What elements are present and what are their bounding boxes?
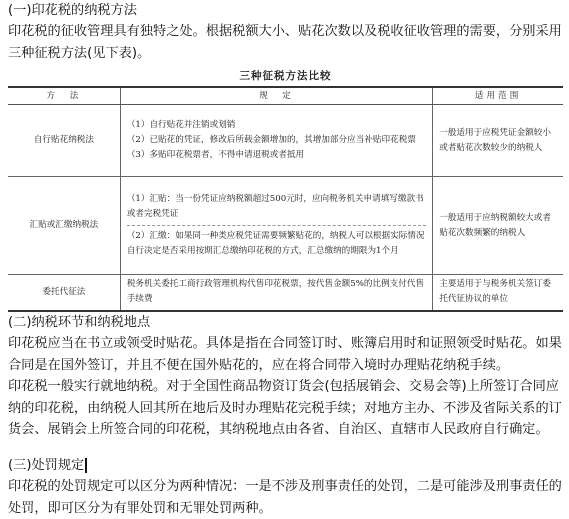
section3-heading: (三)处罚规定 [8, 458, 85, 473]
header-scope: 适用范围 [433, 87, 563, 105]
section1-heading: (一)印花税的纳税方法 [8, 3, 137, 18]
rule-item: （3）多贴印花税票者，不得申请退税或者抵用 [126, 150, 305, 160]
table-row [8, 105, 563, 177]
rule-item: （1）自行贴花并注销或划销 [126, 120, 236, 130]
section2-paragraph-1: 印花税应当在书立或领受时贴花。具体是指在合同签订时、账簿启用时和证照领受时贴花。如果合同是在国外签订，并且不便在国外贴花的，应在将合同带入境时办理贴花纳税手续。 [8, 336, 562, 373]
row-rules [120, 275, 432, 311]
table-caption: 三种征税方法比较 [239, 70, 332, 82]
section1-paragraph: 印花税的征收管理具有独特之处。根据税额大小、贴花次数以及税收征收管理的需要，分别采用三种征税方法(见下表)。 [8, 24, 562, 61]
row-method: 汇贴或汇缴纳税法 [8, 177, 120, 275]
section2-paragraph-2: 印花税一般实行就地纳税。对于全国性商品物资订货会(包括展销会、交易会等)上所签订合同应纳的印花税，由纳税人回其所在地后及时办理贴花完税手续；对地方主办、不涉及省际关系的订货会、展销会上所签合同的印花税，其纳税地点由各省、自治区、直辖市人民政府自行确定。 [8, 379, 562, 437]
row-rules [120, 177, 432, 275]
rule-item: （1）汇贴：当一份凭证应纳税额超过500元时，应向税务机关申请填写缴款书或者完税凭证 [126, 194, 424, 219]
header-rules: 规 定 [120, 87, 432, 105]
section2-heading: (二)纳税环节和纳税地点 [8, 315, 151, 330]
section3-heading-line [8, 455, 564, 477]
row-method: 委托代征法 [8, 275, 120, 311]
header-method: 方 法 [8, 87, 120, 105]
rule-item: （2）已贴花的凭证，修改后所载金额增加的，其增加部分应当补贴印花税票 [126, 135, 416, 145]
row-scope: 一般适用于应税凭证金额较小或者贴花次数较少的纳税人 [433, 105, 563, 177]
section3-paragraph: 印花税的处罚规定可以区分为两种情况：一是不涉及刑事责任的处罚，二是可能涉及刑事责任的处罚，即可区分为有罪处罚和无罪处罚两种。 [8, 479, 562, 516]
table-row [8, 275, 563, 311]
row-rules [120, 105, 432, 177]
rule-item: （2）汇缴：如果同一种类应税凭证需要频繁贴花的，纳税人可以根据实际情况自行决定是否采用按期汇总缴纳印花税的方式，汇总缴纳的期限为1个月 [127, 225, 426, 259]
comparison-table-block [8, 68, 563, 305]
rule-item: 税务机关委托工商行政管理机构代售印花税票，按代售金额5%的比例支付代售手续费 [126, 279, 425, 305]
row-scope: 主要适用于与税务机关签订委托代征协议的单位 [433, 275, 563, 311]
table-header-row [8, 87, 563, 105]
row-method: 自行贴花纳税法 [8, 105, 120, 177]
table-row [8, 177, 563, 275]
text-cursor [85, 458, 87, 473]
row-scope: 一般适用于应纳税额较大或者贴花次数频繁的纳税人 [433, 177, 563, 275]
comparison-table [8, 86, 563, 312]
